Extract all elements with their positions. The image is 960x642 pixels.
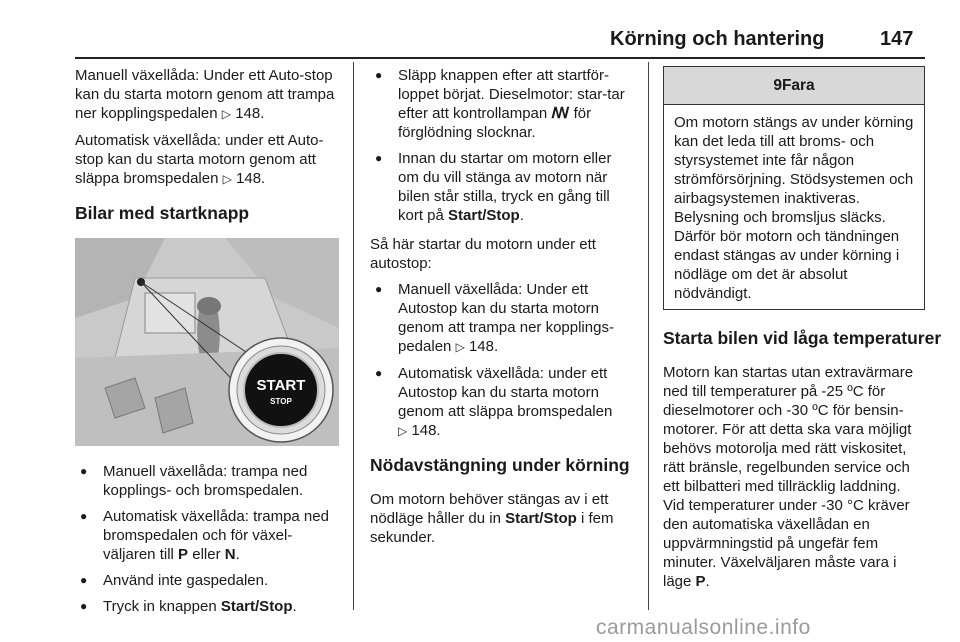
section-heading-low-temperature: Starta bilen vid låga temperaturer <box>663 328 942 348</box>
start-steps-list-continued <box>370 66 636 225</box>
reference-arrow-icon: ▷ <box>221 107 232 121</box>
autostop-list <box>370 280 636 441</box>
paragraph-automatic-gearbox: Automatisk växellåda: under ett Auto‐stop kan du starta motorn genom att släppa bromspedalen ▷ 148. <box>75 132 324 187</box>
reference-arrow-icon: ▷ <box>455 340 465 354</box>
list-item: ● Tryck in knappen Start/Stop. <box>75 597 343 616</box>
warning-title: Fara <box>781 77 815 94</box>
car-interior-drawing <box>75 238 339 446</box>
header-rule <box>75 57 925 59</box>
glow-plug-icon: ꟿ <box>551 105 570 122</box>
paragraph-low-temperature: Motorn kan startas utan extravärmare ned till temperaturer på -25 ºC för dieselmotorer och -30 ºC för bensin‐motorer. För att detta ska vara möjligt behövs motorolja med rätt viskositet, rätt bränsle, regelbunden service och ett bilbatteri med tillräcklig laddning. Vid temperaturer under -30 °C kräver den automatiska växellådan en uppvärmningstid på ungefär fem minuter. Växelväljaren måste vara i läge P. <box>663 364 914 590</box>
list-item: ● Manuell växellåda: Under ett Autostop kan du starta motorn genom att trampa ner kopplings‐pedalen ▷ 148. <box>370 280 636 357</box>
danger-warning-box <box>663 66 925 310</box>
page-number: 147 <box>880 28 914 50</box>
warning-text: Om motorn stängs av under körning kan det leda till att broms‐ och styrsystemet inte får någon strömförsörjning. Stödsystemen och airbagsystemen inaktiveras. Belysning och bromsljus släcks. Därför bör motorn och tändningen endast stängas av under körning i nödläge om det är absolut nödvändigt. <box>674 114 914 302</box>
list-item: ● Automatisk växellåda: under ett Autostop kan du starta motorn genom att släppa bromspedalen ▷ 148. <box>370 364 636 441</box>
page-header-title: Körning och hantering <box>610 28 825 50</box>
reference-arrow-icon: ▷ <box>222 172 232 186</box>
column-divider-2 <box>648 62 649 610</box>
warning-header <box>664 67 924 105</box>
column-divider-1 <box>353 62 354 610</box>
paragraph-emergency-stop: Om motorn behöver stängas av i ett nödläge håller du in Start/Stop i fem sekunder. <box>370 491 614 546</box>
list-item: ● Innan du startar om motorn eller om du vill stänga av motorn när bilen står stilla, tryck en gång till kort på Start/Stop. <box>370 149 636 225</box>
section-heading-start-button: Bilar med startknapp <box>75 203 250 223</box>
watermark: carmanualsonline.info <box>596 616 811 639</box>
list-item: ● Använd inte gaspedalen. <box>75 571 343 590</box>
list-item: ● Släpp knappen efter att startför‐loppet börjat. Dieselmotor: star‐tar efter att kontrollampan ꟿ för förglödning slocknar. <box>370 66 636 142</box>
list-item: ● Automatisk växellåda: trampa ned bromspedalen och för växel‐väljaren till P eller N. <box>75 507 343 564</box>
start-button-label: START <box>256 377 306 394</box>
section-heading-emergency-stop: Nödavstängning under körning <box>370 455 630 475</box>
paragraph-manual-gearbox: Manuell växellåda: Under ett Auto‐stop kan du starta motorn genom att trampa ner kopplingspedalen ▷ 148. <box>75 67 335 122</box>
reference-arrow-icon: ▷ <box>398 424 408 438</box>
column-3 <box>663 66 942 598</box>
list-item: ● Manuell växellåda: trampa ned kopplings- och bromspedalen. <box>75 462 343 500</box>
start-steps-list <box>75 462 343 616</box>
stop-button-label: STOP <box>270 397 292 406</box>
column-1 <box>75 66 343 626</box>
warning-triangle-icon: 9 <box>773 77 782 94</box>
paragraph-autostop-intro: Så här startar du motorn under ett autostop: <box>370 236 596 272</box>
start-button-illustration <box>75 238 339 446</box>
column-2 <box>370 66 636 554</box>
